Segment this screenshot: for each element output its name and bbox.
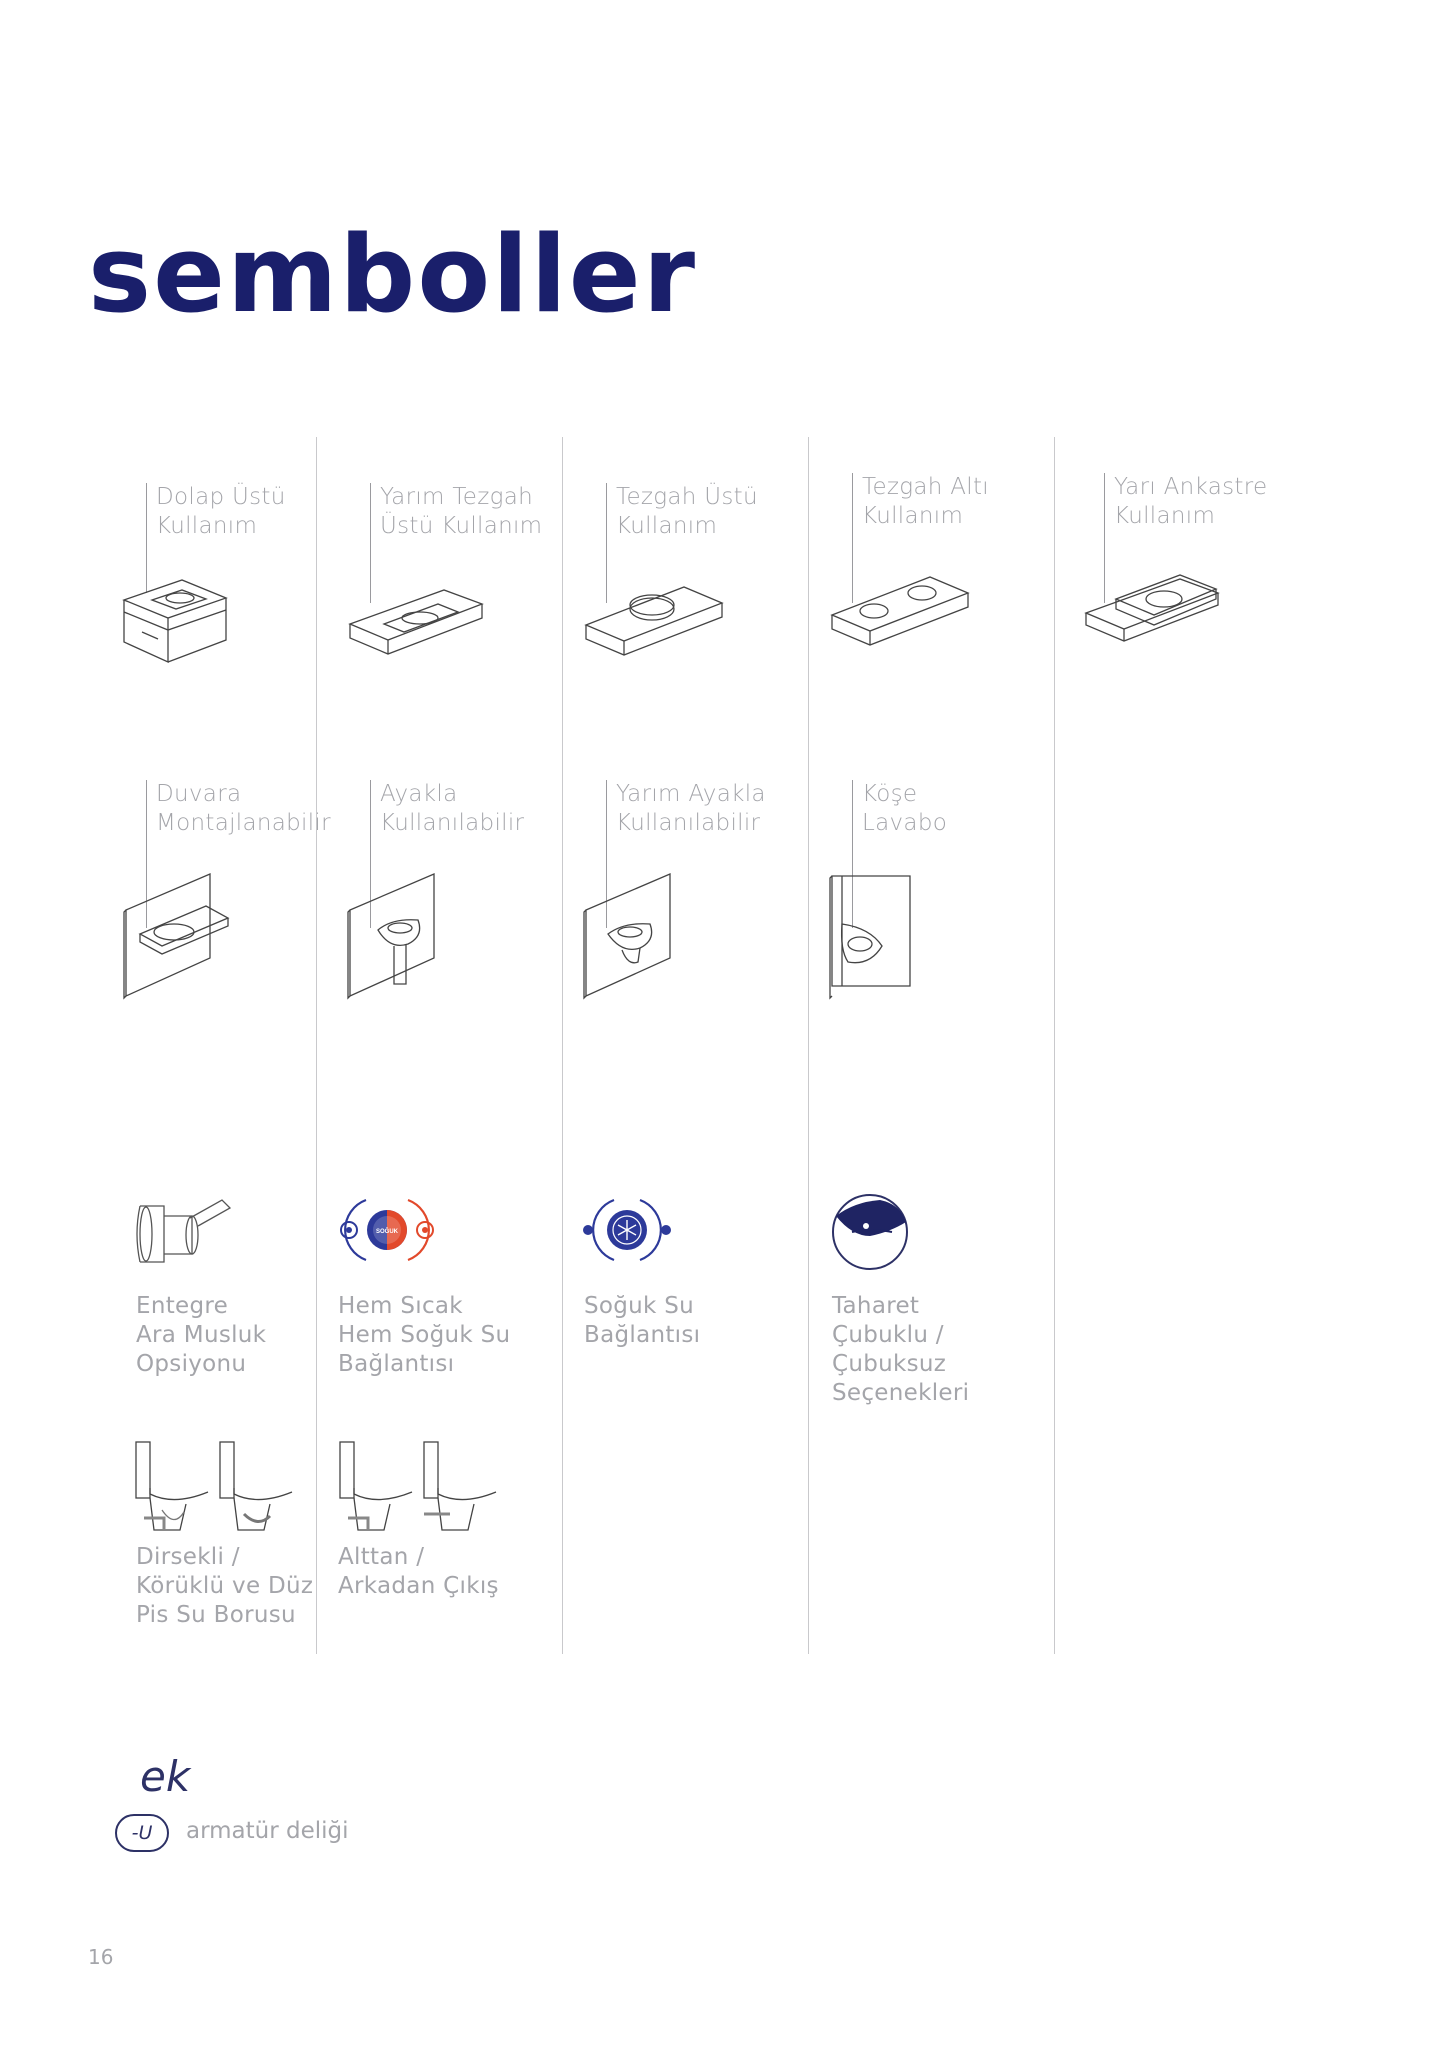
toilet-pipe-options-icon [134,1438,296,1538]
wall-mounted-basin-icon [124,872,232,1000]
bidet-spout-icon [830,1192,910,1272]
column-divider [1054,437,1055,1654]
symbol-label: Tezgah Üstü Kullanım [616,484,758,539]
symbol-label: Entegre Ara Musluk Opsiyonu [136,1293,267,1377]
symbol-label: Soğuk Su Bağlantısı [584,1293,701,1348]
semi-recessed-basin-icon [1084,565,1220,653]
symbol-label: Taharet Çubuklu / Çubuksuz Seçenekleri [832,1293,970,1406]
cabinet-basin-icon [122,572,228,668]
faucet-hole-label: armatür deliği [186,1818,349,1844]
column-divider [562,437,563,1654]
symbol-label: Alttan / Arkadan Çıkış [338,1544,499,1599]
faucet-hole-badge: -U [115,1814,169,1852]
semi-pedestal-basin-icon [584,872,674,1000]
legend-heading: ek [140,1752,191,1801]
half-countertop-basin-icon [348,580,484,662]
hot-cold-water-icon [336,1190,438,1270]
countertop-bowl-icon [584,575,724,665]
symbol-label: Köşe Lavabo [862,781,948,836]
corner-basin-icon [830,872,914,1000]
column-divider [808,437,809,1654]
page-number: 16 [88,1945,114,1969]
column-divider [316,437,317,1654]
integrated-valve-icon [134,1198,234,1270]
symbol-label: Tezgah Altı Kullanım [862,474,989,529]
toilet-outlet-options-icon [338,1438,500,1538]
symbol-label: Yarım Ayakla Kullanılabilir [616,781,766,836]
cold-water-icon [582,1190,674,1270]
symbol-label: Yarım Tezgah Üstü Kullanım [380,484,543,539]
symbol-label: Yarı Ankastre Kullanım [1114,474,1268,529]
symbol-label: Hem Sıcak Hem Soğuk Su Bağlantısı [338,1293,511,1377]
symbol-label: Dolap Üstü Kullanım [156,484,286,539]
page-title: semboller [88,213,697,336]
hot-cold-badge-text: SOĞUK [375,1229,399,1235]
pedestal-basin-icon [348,872,438,1000]
symbol-label: Ayakla Kullanılabilir [380,781,525,836]
symbol-label: Duvara Montajlanabilir [156,781,331,836]
undercounter-double-basin-icon [830,565,970,655]
symbol-label: Dirsekli / Körüklü ve Düz Pis Su Borusu [136,1544,314,1628]
